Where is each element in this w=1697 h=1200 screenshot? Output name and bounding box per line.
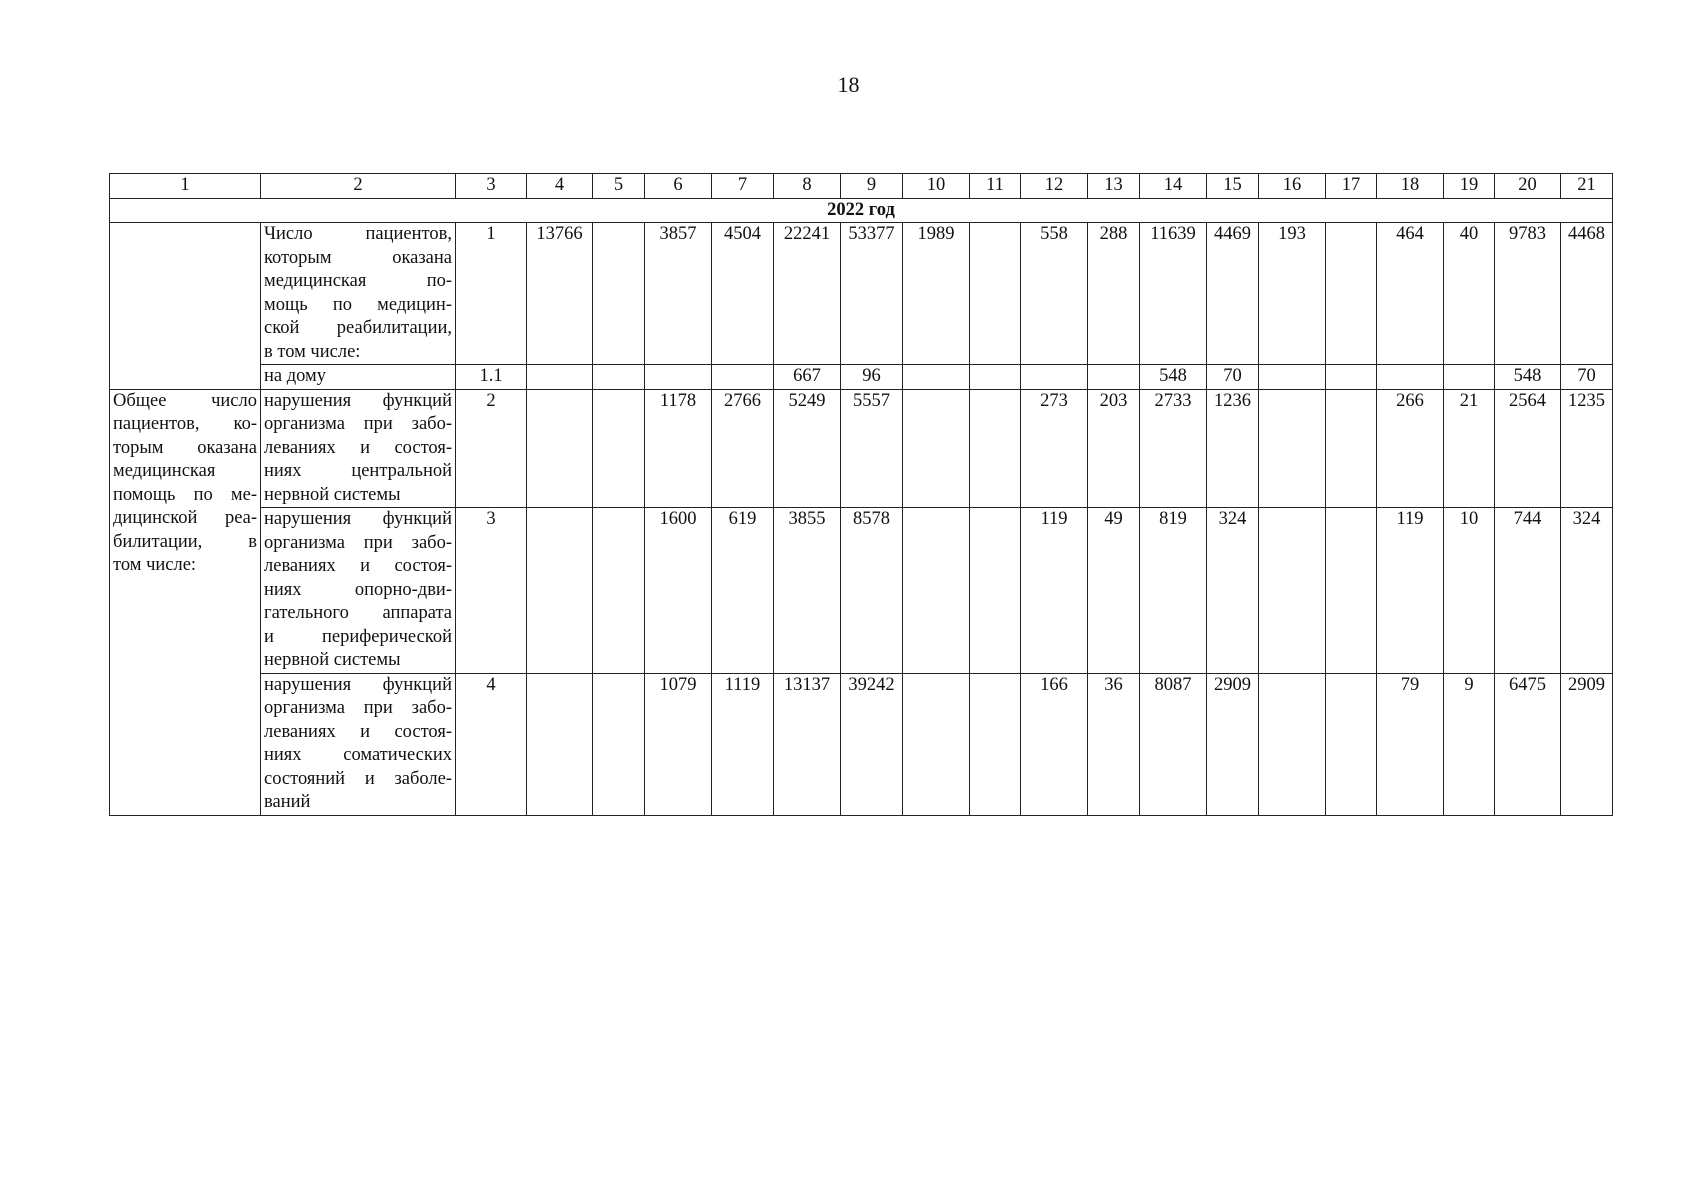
column-number-cell: 3 (456, 174, 527, 199)
value-cell-col-7: 4504 (712, 223, 774, 365)
value-cell-col-3: 4 (456, 673, 527, 815)
value-cell-col-14: 8087 (1140, 673, 1207, 815)
group-label-line: билитации, в (113, 531, 257, 552)
column-number-row (110, 174, 1613, 199)
year-label: 2022 год (110, 198, 1613, 223)
row-label-line: нервной системы (264, 650, 401, 670)
value-cell-col-16 (1259, 673, 1326, 815)
value-cell-col-18: 119 (1377, 508, 1444, 674)
row-label-line: нарушения функций (264, 674, 452, 695)
value-cell-col-17 (1326, 365, 1377, 390)
row-label-line: организма при забо- (264, 532, 452, 553)
value-cell-col-13: 49 (1088, 508, 1140, 674)
value-cell-col-9: 8578 (841, 508, 903, 674)
row-label-line: организма при забо- (264, 414, 452, 434)
value-cell-col-18 (1377, 365, 1444, 390)
group-label-line: том числе: (113, 555, 197, 575)
value-cell-col-4: 13766 (527, 223, 593, 365)
row-label-line: мощь по медицин- (264, 294, 452, 315)
value-cell-col-12 (1021, 365, 1088, 390)
column-number-cell: 6 (645, 174, 712, 199)
value-cell-col-9: 53377 (841, 223, 903, 365)
row-label-line: организма при забо- (264, 698, 452, 718)
value-cell-col-3: 2 (456, 389, 527, 508)
group-empty-cell (110, 365, 261, 390)
column-number-cell: 8 (774, 174, 841, 199)
row-label-line: нервной системы (264, 484, 401, 505)
value-cell-col-9: 5557 (841, 389, 903, 508)
value-cell-col-3: 3 (456, 508, 527, 674)
value-cell-col-10 (903, 389, 970, 508)
row-label-line: леваниях и состоя- (264, 437, 452, 458)
table-row (110, 508, 1613, 674)
value-cell-col-21: 1235 (1561, 389, 1613, 508)
column-number-cell: 14 (1140, 174, 1207, 199)
table-row (110, 365, 1613, 390)
column-number-cell: 11 (970, 174, 1021, 199)
row-label-line: в том числе: (264, 341, 361, 362)
value-cell-col-9: 39242 (841, 673, 903, 815)
row-label-line: ваний (264, 792, 311, 812)
value-cell-col-4 (527, 389, 593, 508)
value-cell-col-18: 464 (1377, 223, 1444, 365)
row-label-line: Число пациентов, (264, 224, 452, 244)
value-cell-col-7 (712, 365, 774, 390)
row-label-line: леваниях и состоя- (264, 556, 452, 576)
value-cell-col-20: 744 (1495, 508, 1561, 674)
row-label-line: ниях центральной (264, 461, 452, 481)
value-cell-col-14: 11639 (1140, 223, 1207, 365)
value-cell-col-5 (593, 673, 645, 815)
value-cell-col-19: 10 (1444, 508, 1495, 674)
value-cell-col-3: 1 (456, 223, 527, 365)
value-cell-col-12: 273 (1021, 389, 1088, 508)
value-cell-col-11 (970, 508, 1021, 674)
row-label-line: нарушения функций (264, 390, 452, 411)
value-cell-col-5 (593, 223, 645, 365)
value-cell-col-15: 4469 (1207, 223, 1259, 365)
column-number-cell: 18 (1377, 174, 1444, 199)
value-cell-col-4 (527, 365, 593, 390)
value-cell-col-14: 548 (1140, 365, 1207, 390)
value-cell-col-11 (970, 223, 1021, 365)
row-label-line: леваниях и состоя- (264, 721, 452, 742)
value-cell-col-17 (1326, 508, 1377, 674)
value-cell-col-15: 2909 (1207, 673, 1259, 815)
row-label-line: медицинская по- (264, 271, 452, 291)
value-cell-col-18: 79 (1377, 673, 1444, 815)
value-cell-col-6 (645, 365, 712, 390)
row-label-line: которым оказана (264, 247, 452, 268)
row-label-line: ской реабилитации, (264, 318, 452, 338)
value-cell-col-10 (903, 508, 970, 674)
value-cell-col-21: 70 (1561, 365, 1613, 390)
value-cell-col-15: 324 (1207, 508, 1259, 674)
group-label-line: дицинской реа- (113, 508, 257, 528)
value-cell-col-9: 96 (841, 365, 903, 390)
value-cell-col-11 (970, 389, 1021, 508)
value-cell-col-21: 4468 (1561, 223, 1613, 365)
value-cell-col-4 (527, 508, 593, 674)
value-cell-col-20: 6475 (1495, 673, 1561, 815)
value-cell-col-5 (593, 365, 645, 390)
value-cell-col-8: 13137 (774, 673, 841, 815)
row-label-line: нарушения функций (264, 509, 452, 529)
row-label-line: и периферической (264, 626, 452, 647)
value-cell-col-21: 324 (1561, 508, 1613, 674)
value-cell-col-19: 9 (1444, 673, 1495, 815)
table-row (110, 673, 1613, 815)
value-cell-col-15: 70 (1207, 365, 1259, 390)
value-cell-col-13: 36 (1088, 673, 1140, 815)
value-cell-col-8: 667 (774, 365, 841, 390)
value-cell-col-6: 1079 (645, 673, 712, 815)
row-label (261, 223, 456, 365)
column-number-cell: 10 (903, 174, 970, 199)
column-number-cell: 9 (841, 174, 903, 199)
value-cell-col-7: 2766 (712, 389, 774, 508)
value-cell-col-19 (1444, 365, 1495, 390)
column-number-cell: 16 (1259, 174, 1326, 199)
value-cell-col-6: 3857 (645, 223, 712, 365)
column-number-cell: 15 (1207, 174, 1259, 199)
column-number-cell: 21 (1561, 174, 1613, 199)
page-number: 18 (837, 72, 860, 97)
value-cell-col-19: 40 (1444, 223, 1495, 365)
table-row (110, 223, 1613, 365)
value-cell-col-17 (1326, 389, 1377, 508)
value-cell-col-8: 3855 (774, 508, 841, 674)
value-cell-col-20: 2564 (1495, 389, 1561, 508)
column-number-cell: 19 (1444, 174, 1495, 199)
value-cell-col-5 (593, 389, 645, 508)
value-cell-col-8: 22241 (774, 223, 841, 365)
value-cell-col-20: 548 (1495, 365, 1561, 390)
column-number-cell: 1 (110, 174, 261, 199)
value-cell-col-12: 119 (1021, 508, 1088, 674)
group-label-line: торым оказана (113, 437, 257, 458)
column-number-cell: 12 (1021, 174, 1088, 199)
value-cell-col-17 (1326, 223, 1377, 365)
value-cell-col-5 (593, 508, 645, 674)
year-row (110, 198, 1613, 223)
value-cell-col-13 (1088, 365, 1140, 390)
column-number-cell: 5 (593, 174, 645, 199)
row-label-line: гательного аппарата (264, 603, 452, 623)
value-cell-col-4 (527, 673, 593, 815)
column-number-cell: 4 (527, 174, 593, 199)
row-label-line: на дому (264, 366, 327, 386)
value-cell-col-15: 1236 (1207, 389, 1259, 508)
row-label-line: состояний и заболе- (264, 768, 452, 789)
column-number-cell: 20 (1495, 174, 1561, 199)
row-label-line: ниях соматических (264, 745, 452, 765)
row-label (261, 389, 456, 508)
column-number-cell: 13 (1088, 174, 1140, 199)
value-cell-col-14: 819 (1140, 508, 1207, 674)
group-label (110, 389, 261, 815)
value-cell-col-11 (970, 365, 1021, 390)
value-cell-col-11 (970, 673, 1021, 815)
value-cell-col-16 (1259, 389, 1326, 508)
group-label-line: медицинская (113, 461, 216, 481)
column-number-cell: 7 (712, 174, 774, 199)
value-cell-col-17 (1326, 673, 1377, 815)
value-cell-col-14: 2733 (1140, 389, 1207, 508)
value-cell-col-8: 5249 (774, 389, 841, 508)
value-cell-col-12: 558 (1021, 223, 1088, 365)
value-cell-col-19: 21 (1444, 389, 1495, 508)
row-label (261, 365, 456, 390)
value-cell-col-10: 1989 (903, 223, 970, 365)
value-cell-col-6: 1178 (645, 389, 712, 508)
value-cell-col-16: 193 (1259, 223, 1326, 365)
table-row (110, 389, 1613, 508)
value-cell-col-10 (903, 673, 970, 815)
value-cell-col-10 (903, 365, 970, 390)
rehabilitation-statistics-table (109, 173, 1613, 816)
value-cell-col-21: 2909 (1561, 673, 1613, 815)
group-label-line: Общее число (113, 390, 257, 411)
row-label (261, 673, 456, 815)
value-cell-col-13: 203 (1088, 389, 1140, 508)
value-cell-col-7: 1119 (712, 673, 774, 815)
value-cell-col-16 (1259, 508, 1326, 674)
row-label (261, 508, 456, 674)
value-cell-col-3: 1.1 (456, 365, 527, 390)
group-label-line: помощь по ме- (113, 484, 257, 505)
value-cell-col-7: 619 (712, 508, 774, 674)
value-cell-col-16 (1259, 365, 1326, 390)
value-cell-col-18: 266 (1377, 389, 1444, 508)
value-cell-col-12: 166 (1021, 673, 1088, 815)
value-cell-col-13: 288 (1088, 223, 1140, 365)
value-cell-col-6: 1600 (645, 508, 712, 674)
column-number-cell: 2 (261, 174, 456, 199)
row-label-line: ниях опорно-дви- (264, 579, 452, 600)
value-cell-col-20: 9783 (1495, 223, 1561, 365)
group-empty-cell (110, 223, 261, 365)
group-label-line: пациентов, ко- (113, 414, 257, 434)
column-number-cell: 17 (1326, 174, 1377, 199)
